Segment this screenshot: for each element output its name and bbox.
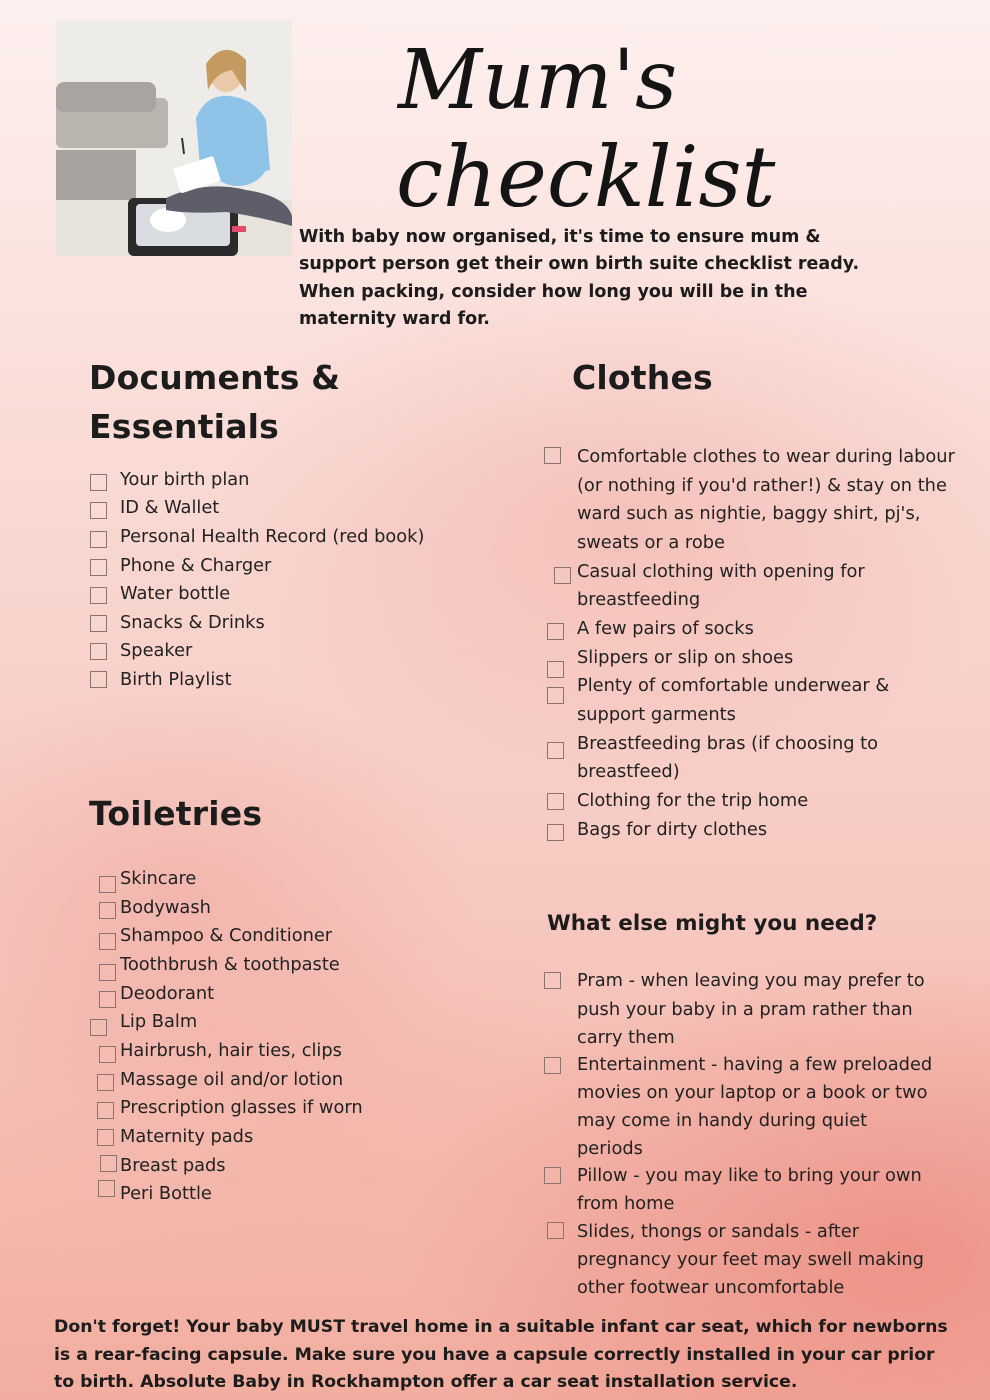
checklist-item-continued: push your baby in a pram rather than bbox=[577, 999, 913, 1020]
checkbox[interactable] bbox=[547, 661, 564, 678]
checklist-item: Slides, thongs or sandals - after bbox=[577, 1221, 859, 1242]
checkbox[interactable] bbox=[90, 531, 107, 548]
title-line-2: checklist bbox=[396, 128, 776, 226]
checklist-item-continued: periods bbox=[577, 1138, 643, 1159]
checklist-item: Maternity pads bbox=[120, 1126, 254, 1147]
checklist-item-continued: sweats or a robe bbox=[577, 532, 725, 553]
checklist-item: Skincare bbox=[120, 868, 197, 889]
checklist-item-continued: pregnancy your feet may swell making bbox=[577, 1249, 924, 1270]
extras-heading: What else might you need? bbox=[547, 911, 878, 936]
checkbox[interactable] bbox=[90, 559, 107, 576]
checklist-item-continued: support garments bbox=[577, 704, 736, 725]
checkbox[interactable] bbox=[97, 1102, 114, 1119]
intro-text: With baby now organised, it's time to ensure mum & support person get their own birth suite checklist ready. When packing, consider how long you will be in the maternity ward for. bbox=[299, 227, 860, 329]
checklist-item: A few pairs of socks bbox=[577, 618, 754, 639]
checklist-item: Deodorant bbox=[120, 983, 215, 1004]
checklist-item: Your birth plan bbox=[120, 469, 250, 490]
checklist-item: Bags for dirty clothes bbox=[577, 819, 768, 840]
checkbox[interactable] bbox=[547, 824, 564, 841]
checkbox[interactable] bbox=[544, 972, 561, 989]
checkbox[interactable] bbox=[99, 876, 116, 893]
checklist-item-continued: may come in handy during quiet bbox=[577, 1110, 868, 1131]
checkbox[interactable] bbox=[544, 1167, 561, 1184]
checkbox[interactable] bbox=[90, 1019, 107, 1036]
checkbox[interactable] bbox=[90, 587, 107, 604]
checklist-item-continued: other footwear uncomfortable bbox=[577, 1277, 845, 1298]
checklist-item: Peri Bottle bbox=[120, 1183, 212, 1204]
checklist-item: Prescription glasses if worn bbox=[120, 1097, 363, 1118]
checklist-item: Birth Playlist bbox=[120, 669, 232, 690]
checklist-item-continued: (or nothing if you'd rather!) & stay on the bbox=[577, 475, 947, 496]
checklist-title bbox=[392, 10, 776, 226]
car-seat-reminder: Don't forget! Your baby MUST travel home in a suitable infant car seat, which for newborns is a rear-facing capsule. Make sure you have a capsule correctly installed in your car prior to birth. Absolute Baby in Rockhampton offer a car seat installation service. bbox=[54, 1317, 948, 1392]
checkbox[interactable] bbox=[99, 1046, 116, 1063]
checklist-item: Water bottle bbox=[120, 583, 231, 604]
checklist-item: Hairbrush, hair ties, clips bbox=[120, 1040, 342, 1061]
checklist-item: Breast pads bbox=[120, 1155, 226, 1176]
checkbox[interactable] bbox=[544, 447, 561, 464]
checkbox[interactable] bbox=[90, 671, 107, 688]
checkbox[interactable] bbox=[544, 1057, 561, 1074]
checkbox[interactable] bbox=[97, 1129, 114, 1146]
checkbox[interactable] bbox=[99, 933, 116, 950]
checklist-item: Pram - when leaving you may prefer to bbox=[577, 970, 925, 991]
checklist-item-continued: from home bbox=[577, 1193, 675, 1214]
checklist-item-continued: breastfeed) bbox=[577, 761, 680, 782]
clothes-heading: Clothes bbox=[572, 358, 713, 397]
checkbox[interactable] bbox=[90, 502, 107, 519]
checkbox[interactable] bbox=[547, 687, 564, 704]
checkbox[interactable] bbox=[99, 902, 116, 919]
checklist-item: Slippers or slip on shoes bbox=[577, 647, 794, 668]
checklist-item: Clothing for the trip home bbox=[577, 790, 809, 811]
checklist-item: Shampoo & Conditioner bbox=[120, 925, 333, 946]
checklist-item-continued: movies on your laptop or a book or two bbox=[577, 1082, 928, 1103]
toiletries-heading: Toiletries bbox=[89, 794, 263, 833]
title-line-1: Mum's bbox=[398, 33, 678, 128]
checklist-item-continued: carry them bbox=[577, 1027, 675, 1048]
checklist-item: Comfortable clothes to wear during labour bbox=[577, 446, 955, 467]
documents-heading: Documents & Essentials bbox=[89, 358, 341, 446]
checkbox[interactable] bbox=[97, 1074, 114, 1091]
checkbox[interactable] bbox=[99, 964, 116, 981]
checklist-item: Bodywash bbox=[120, 897, 211, 918]
checkbox[interactable] bbox=[90, 615, 107, 632]
checklist-item: Casual clothing with opening for bbox=[577, 561, 865, 582]
checkbox[interactable] bbox=[100, 1155, 117, 1172]
checkbox[interactable] bbox=[547, 742, 564, 759]
checklist-item: Lip Balm bbox=[120, 1011, 198, 1032]
checkbox[interactable] bbox=[90, 474, 107, 491]
checklist-item: Entertainment - having a few preloaded bbox=[577, 1054, 933, 1075]
checkbox[interactable] bbox=[90, 643, 107, 660]
checklist-item: Speaker bbox=[120, 640, 193, 661]
checkbox[interactable] bbox=[554, 567, 571, 584]
checklist-item-continued: breastfeeding bbox=[577, 589, 701, 610]
pregnant-woman-packing-photo bbox=[56, 20, 292, 256]
checklist-item: Breastfeeding bras (if choosing to bbox=[577, 733, 879, 754]
checkbox[interactable] bbox=[547, 1222, 564, 1239]
checkbox[interactable] bbox=[98, 1180, 115, 1197]
checklist-item: Massage oil and/or lotion bbox=[120, 1069, 344, 1090]
checklist-item: Plenty of comfortable underwear & bbox=[577, 675, 890, 696]
checklist-item: Snacks & Drinks bbox=[120, 612, 265, 633]
checkbox[interactable] bbox=[99, 991, 116, 1008]
checklist-item: ID & Wallet bbox=[120, 497, 220, 518]
checkbox[interactable] bbox=[547, 623, 564, 640]
checklist-item: Personal Health Record (red book) bbox=[120, 526, 425, 547]
checkbox[interactable] bbox=[547, 793, 564, 810]
checklist-item: Phone & Charger bbox=[120, 555, 272, 576]
checklist-item: Toothbrush & toothpaste bbox=[120, 954, 340, 975]
checklist-item-continued: ward such as nightie, baggy shirt, pj's, bbox=[577, 503, 921, 524]
checklist-item: Pillow - you may like to bring your own bbox=[577, 1165, 922, 1186]
